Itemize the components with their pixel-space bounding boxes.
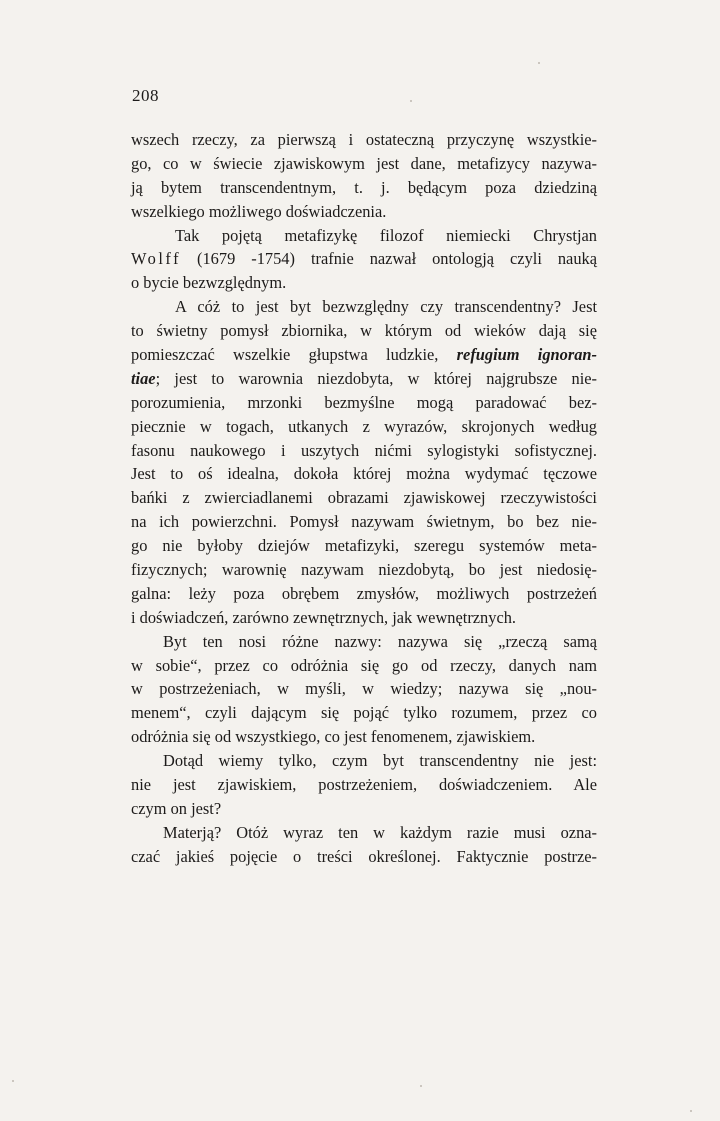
text-line: piecznie w togach, utkanych z wyrazów, skrojonych według	[131, 416, 597, 436]
text-line: go, co w świecie zjawiskowym jest dane, metafizycy nazywa-	[131, 153, 597, 173]
text-line: i doświadczeń, zarówno zewnętrznych, jak wewnętrznych.	[131, 607, 517, 627]
text-line: odróżnia się od wszystkiego, co jest fenomenem, zjawiskiem.	[131, 727, 536, 747]
text-line: fizycznych; warownię nazywam niezdobytą, bo jest niedosię-	[131, 560, 597, 580]
text-line: ją bytem transcendentnym, t. j. będącym poza dziedziną	[131, 177, 597, 197]
text-line: na ich powierzchni. Pomysł nazywam świetnym, bo bez nie-	[131, 512, 597, 532]
text-line: to świetny pomysł zbiornika, w którym od wieków dają się	[131, 321, 597, 341]
text-line: Jest to oś idealna, dokoła której można wydymać tęczowe	[131, 464, 597, 484]
text-line: w postrzeżeniach, w myśli, w wiedzy; nazywa się „nou-	[131, 679, 597, 699]
text-fragment: pomieszczać wszelkie głupstwa ludzkie,	[131, 345, 457, 365]
latin-phrase: refugium ignoran-	[456, 345, 597, 365]
paragraph-start-line: Byt ten nosi różne nazwy: nazywa się „rzeczą samą	[163, 631, 597, 651]
page-number: 208	[132, 86, 159, 105]
body-text	[131, 128, 597, 869]
text-line: o bycie bezwzględnym.	[131, 273, 287, 293]
text-line: bańki z zwierciadlanemi obrazami zjawiskowej rzeczywistości	[131, 488, 597, 508]
text-line: menem“, czyli dającym się pojąć tylko rozumem, przez co	[131, 703, 597, 723]
text-line: wszech rzeczy, za pierwszą i ostateczną przyczynę wszystkie-	[131, 130, 597, 149]
text-line: galna: leży poza obrębem zmysłów, możliwych postrzeżeń	[131, 583, 597, 603]
paper-speck	[410, 100, 412, 102]
text-line: czym on jest?	[131, 798, 222, 818]
text-line	[131, 343, 597, 367]
text-line	[131, 367, 597, 391]
paragraph-start-line: Dotąd wiemy tylko, czym byt transcendentny nie jest:	[163, 751, 597, 771]
latin-phrase: tiae	[131, 368, 156, 388]
text-line: wszelkiego możliwego doświadczenia.	[131, 201, 387, 221]
text-line: go nie byłoby dziejów metafizyki, szeregu systemów meta-	[131, 536, 597, 556]
text-line: nie jest zjawiskiem, postrzeżeniem, doświadczeniem. Ale	[131, 775, 597, 795]
paper-speck	[420, 1085, 422, 1087]
paper-speck	[538, 62, 540, 64]
paragraph-start-line: Materją? Otóż wyraz ten w każdym razie musi ozna-	[163, 822, 597, 842]
text-line: w sobie“, przez co odróżnia się go od rzeczy, danych nam	[131, 655, 597, 675]
emphasized-name: Wolff	[131, 249, 182, 269]
text-line: porozumienia, mrzonki bezmyślne mogą paradować bez-	[131, 392, 597, 412]
paper-speck	[690, 1110, 692, 1112]
text-fragment: (1679 -1754) trafnie nazwał ontologją czyli nauką	[181, 249, 597, 269]
text-line	[131, 247, 597, 271]
paragraph-start-line: Tak pojętą metafizykę filozof niemiecki Chrystjan	[175, 225, 597, 245]
text-line: czać jakieś pojęcie o treści określonej. Faktycznie postrze-	[131, 846, 597, 866]
paragraph-start-line: A cóż to jest byt bezwzględny czy transcendentny? Jest	[175, 297, 597, 317]
text-fragment: ; jest to warownia niezdobyta, w której najgrubsze nie-	[155, 368, 597, 388]
text-line: fasonu naukowego i uszytych nićmi sylogistyki sofistycznej.	[131, 440, 597, 460]
paper-speck	[12, 1080, 14, 1082]
